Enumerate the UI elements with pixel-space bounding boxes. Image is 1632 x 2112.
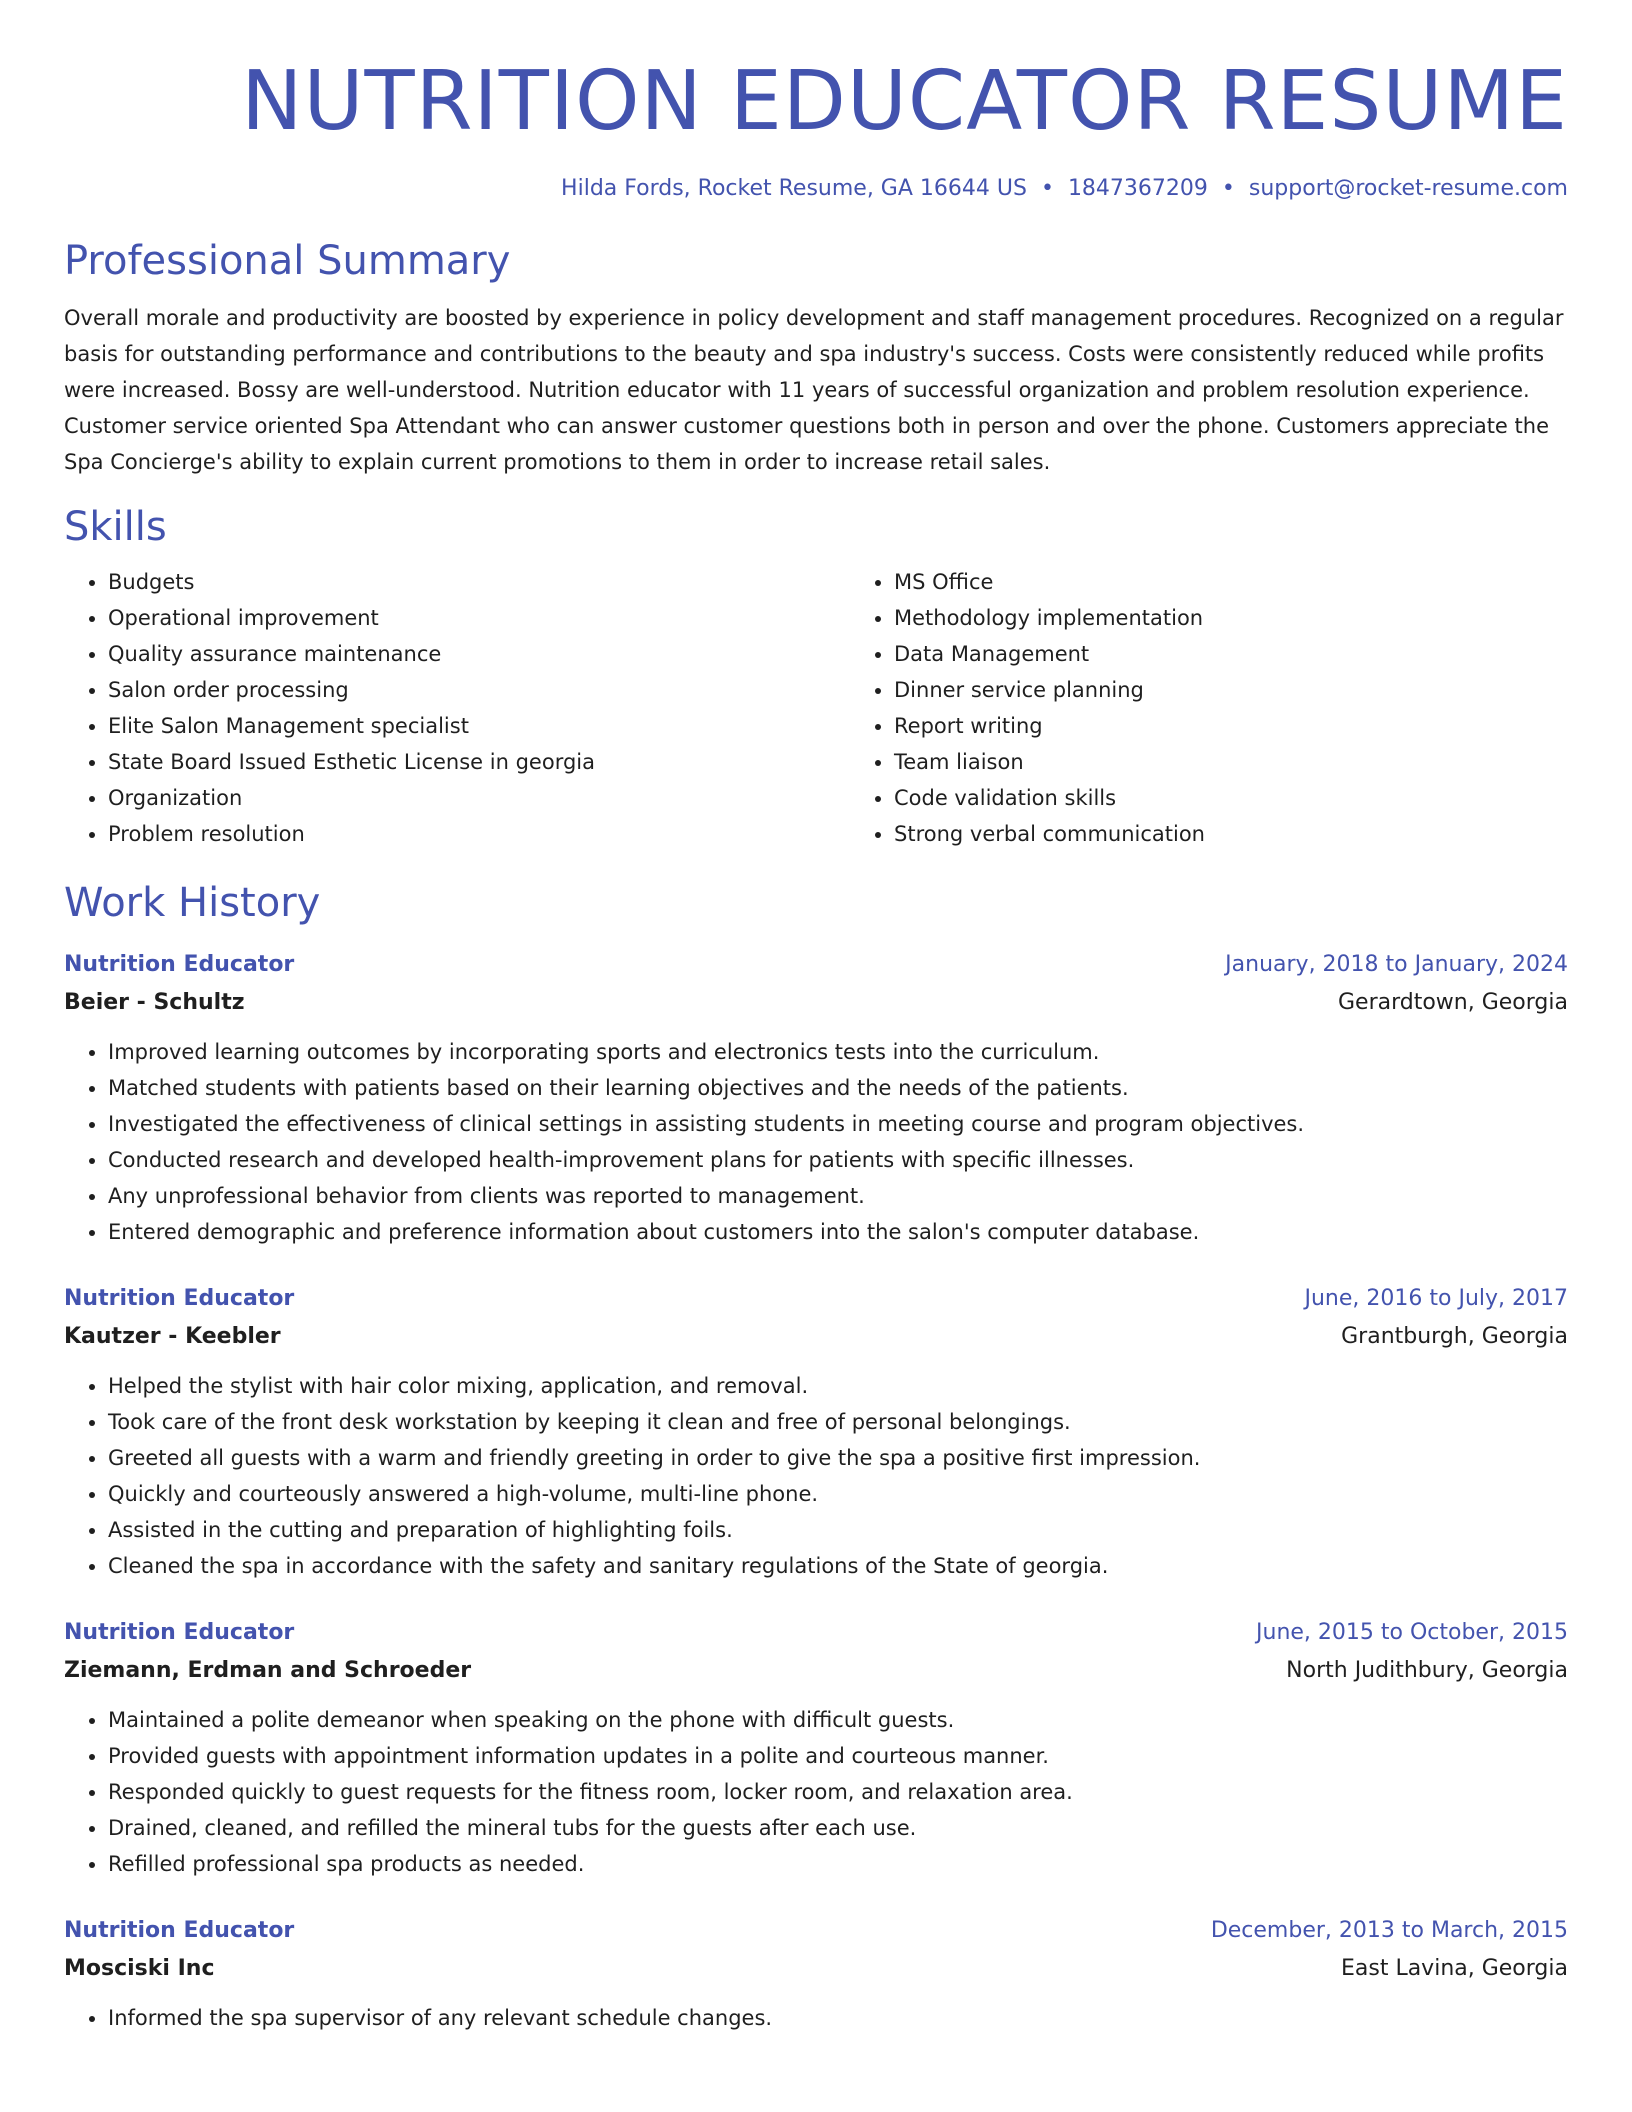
job-dates: January, 2018 to January, 2024 <box>1225 952 1568 977</box>
job-header-row <box>64 1912 1568 1950</box>
skill-item: • Quality assurance maintenance <box>108 636 850 672</box>
job-entry <box>64 1280 1568 1584</box>
skills-heading: Skills <box>64 504 167 550</box>
job-location: North Judithbury, Georgia <box>1286 1658 1568 1683</box>
job-company: Mosciski Inc <box>64 1956 215 1981</box>
skill-item: • Report writing <box>894 708 1568 744</box>
resume-title: NUTRITION EDUCATOR RESUME <box>241 54 1568 149</box>
skill-item: • Elite Salon Management specialist <box>108 708 850 744</box>
job-location: Grantburgh, Georgia <box>1341 1324 1568 1349</box>
skills-section <box>64 500 1568 852</box>
job-header-row <box>64 946 1568 984</box>
job-bullet: • Investigated the effectiveness of clinical settings in assisting students in meeting course and program objectives. <box>108 1106 1568 1142</box>
job-bullet: • Matched students with patients based on their learning objectives and the needs of the patients. <box>108 1070 1568 1106</box>
skill-item: • MS Office <box>894 564 1568 600</box>
job-title: Nutrition Educator <box>64 1286 295 1311</box>
contact-separator: • <box>1040 176 1054 201</box>
contact-address: Hilda Fords, Rocket Resume, GA 16644 US <box>561 176 1027 201</box>
job-company: Kautzer - Keebler <box>64 1324 281 1349</box>
job-entry <box>64 946 1568 1250</box>
job-company-row <box>64 1652 1568 1690</box>
work-history-heading: Work History <box>64 880 321 926</box>
job-bullet: • Cleaned the spa in accordance with the safety and sanitary regulations of the State of georgia. <box>108 1548 1568 1584</box>
summary-heading: Professional Summary <box>64 238 511 284</box>
summary-text: Overall morale and productivity are boosted by experience in policy development and staff management procedures. Recognized on a regular basis for outstanding performance and contributions to the beauty and spa industry's success. Costs were consistently reduced while profits were increased. Bossy are well-understood. Nutrition educator with 11 years of successful organization and problem resolution experience. Customer service oriented Spa Attendant who can answer customer questions both in person and over the phone. Customers appreciate the Spa Concierge's ability to explain current promotions to them in order to increase retail sales. <box>64 306 1564 474</box>
job-bullet: • Took care of the front desk workstation by keeping it clean and free of personal belongings. <box>108 1404 1568 1440</box>
skill-item: • Budgets <box>108 564 850 600</box>
job-entry <box>64 1912 1568 2036</box>
job-bullet: • Greeted all guests with a warm and friendly greeting in order to give the spa a positive first impression. <box>108 1440 1568 1476</box>
skill-item: • Code validation skills <box>894 780 1568 816</box>
job-header-row <box>64 1280 1568 1318</box>
skills-right-column <box>850 564 1568 852</box>
contact-phone: 1847367209 <box>1067 176 1208 201</box>
job-bullet: • Any unprofessional behavior from clients was reported to management. <box>108 1178 1568 1214</box>
job-bullet: • Responded quickly to guest requests for the fitness room, locker room, and relaxation area. <box>108 1774 1568 1810</box>
contact-line <box>64 172 1568 206</box>
job-bullets <box>64 2000 1568 2036</box>
skill-item: • Dinner service planning <box>894 672 1568 708</box>
job-bullet: • Helped the stylist with hair color mixing, application, and removal. <box>108 1368 1568 1404</box>
skill-item: • Strong verbal communication <box>894 816 1568 852</box>
job-bullet: • Entered demographic and preference information about customers into the salon's computer database. <box>108 1214 1568 1250</box>
skill-item: • Team liaison <box>894 744 1568 780</box>
job-bullet: • Refilled professional spa products as needed. <box>108 1846 1568 1882</box>
skill-item: • Operational improvement <box>108 600 850 636</box>
work-history-section <box>64 876 1568 2036</box>
skill-item: • Problem resolution <box>108 816 850 852</box>
job-bullets <box>64 1034 1568 1250</box>
job-company: Beier - Schultz <box>64 990 245 1015</box>
resume-header <box>64 52 1568 206</box>
skill-item: • Methodology implementation <box>894 600 1568 636</box>
job-bullet: • Conducted research and developed health-improvement plans for patients with specific illnesses. <box>108 1142 1568 1178</box>
job-title: Nutrition Educator <box>64 1620 295 1645</box>
job-location: East Lavina, Georgia <box>1340 1956 1568 1981</box>
skill-item: • Organization <box>108 780 850 816</box>
job-bullet: • Informed the spa supervisor of any relevant schedule changes. <box>108 2000 1568 2036</box>
skill-item: • Data Management <box>894 636 1568 672</box>
job-company-row <box>64 1318 1568 1356</box>
job-title: Nutrition Educator <box>64 1918 295 1943</box>
skills-left-column <box>64 564 850 852</box>
summary-section <box>64 234 1568 480</box>
job-company: Ziemann, Erdman and Schroeder <box>64 1658 472 1683</box>
job-bullet: • Improved learning outcomes by incorporating sports and electronics tests into the curriculum. <box>108 1034 1568 1070</box>
job-bullet: • Drained, cleaned, and refilled the mineral tubs for the guests after each use. <box>108 1810 1568 1846</box>
job-dates: December, 2013 to March, 2015 <box>1210 1918 1568 1943</box>
job-company-row <box>64 984 1568 1022</box>
job-company-row <box>64 1950 1568 1988</box>
skill-item: • State Board Issued Esthetic License in georgia <box>108 744 850 780</box>
job-bullets <box>64 1368 1568 1584</box>
skills-grid <box>64 564 1568 852</box>
job-bullet: • Quickly and courteously answered a high-volume, multi-line phone. <box>108 1476 1568 1512</box>
contact-email: support@rocket-resume.com <box>1248 176 1568 201</box>
job-bullet: • Assisted in the cutting and preparation of highlighting foils. <box>108 1512 1568 1548</box>
job-bullet: • Provided guests with appointment information updates in a polite and courteous manner. <box>108 1738 1568 1774</box>
job-entry <box>64 1614 1568 1882</box>
job-location: Gerardtown, Georgia <box>1337 990 1568 1015</box>
job-header-row <box>64 1614 1568 1652</box>
job-bullet: • Maintained a polite demeanor when speaking on the phone with difficult guests. <box>108 1702 1568 1738</box>
job-title: Nutrition Educator <box>64 952 295 977</box>
job-dates: June, 2015 to October, 2015 <box>1256 1620 1568 1645</box>
skill-item: • Salon order processing <box>108 672 850 708</box>
job-bullets <box>64 1702 1568 1882</box>
job-dates: June, 2016 to July, 2017 <box>1304 1286 1568 1311</box>
contact-separator: • <box>1221 176 1235 201</box>
